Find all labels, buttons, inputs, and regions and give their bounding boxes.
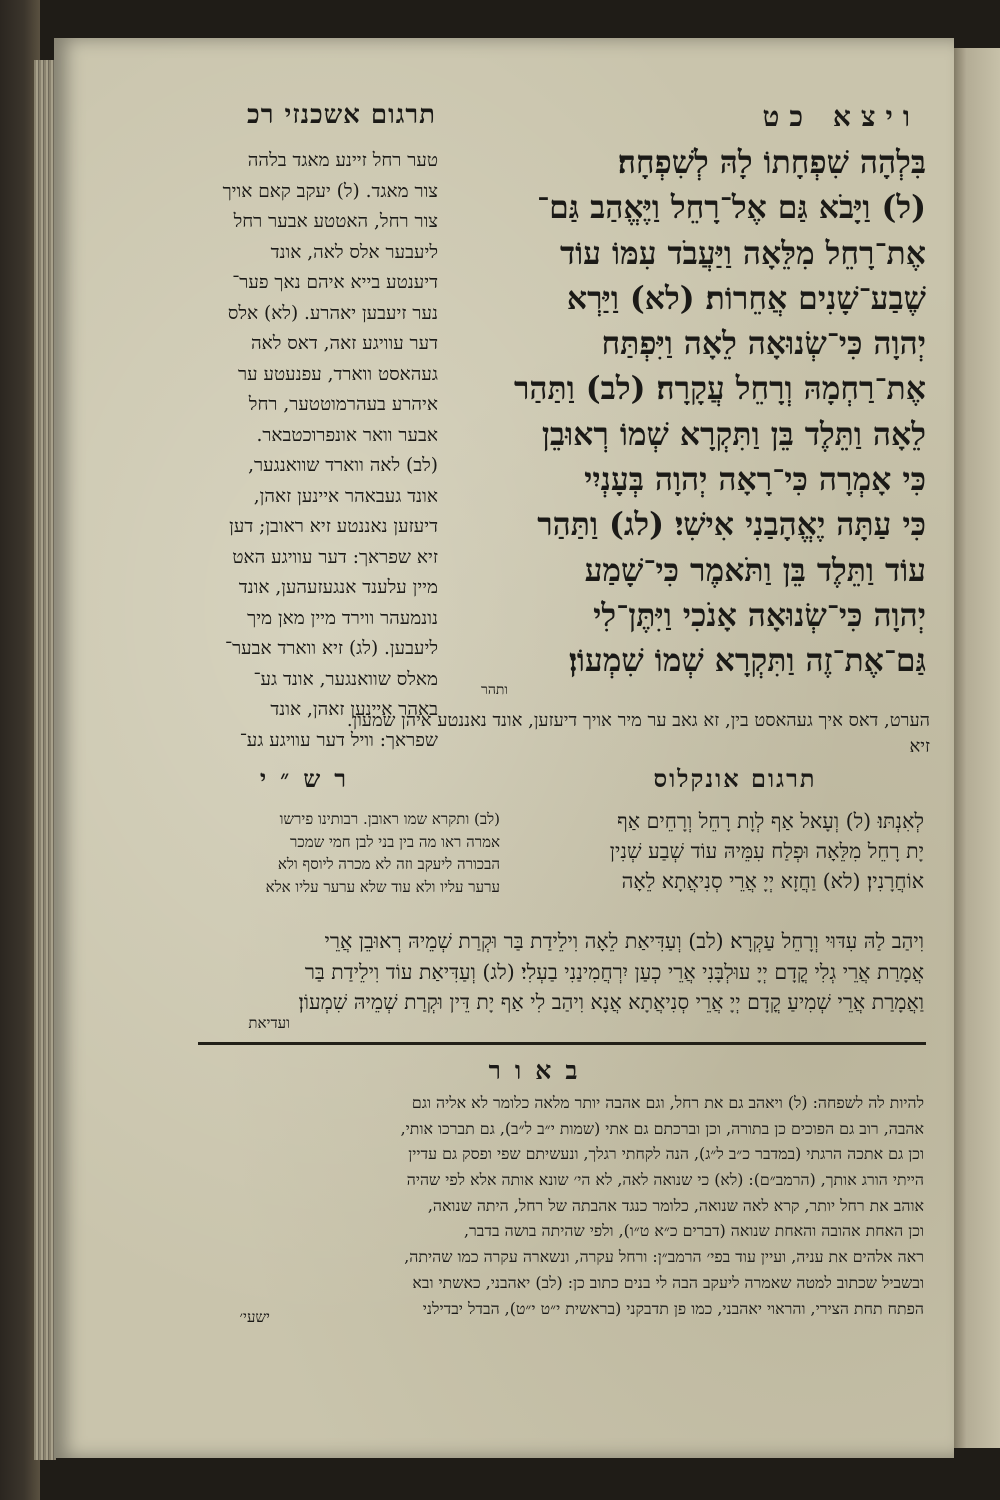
onkelos-line: אֲמָרַת אֲרֵי גְלִי קֳדָם יְיָ עוּלְבָּנִי אֲרֵי כְעַן יִרְחֲמִינַנִי בַעְלִי׃ (לג) וְעַדִּיאַת עוֹד וִילֵידַת בַּר [304, 959, 924, 984]
yiddish-line: שפראך: וויל דער עוויגע גע־ [239, 729, 438, 751]
biur-header: באור [488, 1056, 592, 1085]
onkelos-line: יָת רָחֵל מִלֵּאָה וּפְלַח עִמֵּיהּ עוֹד שְׁבַע שְׁנִין [609, 839, 924, 863]
torah-line: עוֹד וַתֵּלֶד בֵּן וַתֹּאמֶר כִּי־שָׁמַע [584, 551, 926, 589]
rashi-line: הבכורה ליעקב וזה לא מכרה ליוסף ולא [277, 855, 500, 873]
biur-line: ראה אלהים את עניה, ועיין עוד בפי׳ הרמב״ן: ורחל עקרה, ונשארה עקרה כמו שהיתה, [404, 1247, 924, 1267]
torah-line: (ל) וַיָּבֹא גַּם אֶל־רָחֵל וַיֶּאֱהַב גַּם־ [537, 189, 926, 227]
section-divider-rule [198, 1042, 926, 1045]
rashi-line: (לב) ותקרא שמו ראובן. רבותינו פירשו [279, 810, 500, 828]
yiddish-line: מאלס שוואנגער, אונד גע־ [253, 668, 438, 690]
torah-line: יְהוָה כִּי־שְׂנוּאָה לֵאָה וַיִּפְתַּח [601, 325, 926, 363]
yiddish-line: דיענטע בייא איהם נאך פער־ [232, 272, 438, 293]
yiddish-line: מיין עלענד אנגעזעהען, אונד [238, 577, 438, 598]
rashi-line: אמרה ראו מה בין בני לבן חמי שמכר [290, 832, 500, 851]
torah-line: גַּם־אֶת־זֶה וַתִּקְרָא שְׁמוֹ שִׁמְעוֹן׃ [568, 642, 926, 680]
yiddish-runover [190, 708, 930, 760]
torah-line: שֶׁבַע־שָׁנִים אֲחֵרוֹת׃ (לא) וַיַּרְא [566, 279, 926, 317]
biur-line: וכן גם אתכה הרגתי (במדבר כ״ב ל״ג), הנה לקחתי רגלך, ונעשיתם שפי ופסק גם עדיין [408, 1144, 924, 1164]
onkelos-lower-block [198, 926, 924, 1018]
onkelos-line: לְאִנְתּוּ׃ (ל) וְעָאל אַף לְוָת רָחֵל וְרָחֵים אַף [617, 809, 924, 833]
yiddish-line: אבער וואר אונפרוכטבאר. [256, 424, 438, 446]
onkelos-upper-block [508, 806, 924, 896]
torah-line: לֵאָה וַתֵּלֶד בֵּן וַתִּקְרָא שְׁמוֹ רְאוּבֵן [541, 415, 926, 453]
onkelos-header: תרגום אונקלוס [653, 764, 817, 793]
torah-catchword: ותהר [480, 682, 508, 698]
biur-line: להיות לה לשפחה: (ל) ויאהב גם את רחל, וגם אהבה יותר מלאה כלומר לא אליה וגם [411, 1093, 924, 1112]
biur-catchword: ישעי׳ [239, 1308, 270, 1326]
yiddish-line: צור מאגד. (ל) יעקב קאם אויך [222, 180, 438, 202]
yiddish-line: דער עוויגע זאה, דאס לאה [250, 333, 438, 354]
rashi-commentary [198, 808, 500, 898]
biur-line: ובשביל שכתוב למטה שאמרה ליעקב הבה לי בנים כתוב כן: (לב) יאהבני, כאשתי ובא [412, 1272, 924, 1292]
yiddish-line: נער זיעבען יאהרע. (לא) אלס [227, 302, 438, 324]
biur-line: הייתי הורג אותך, (הרמב״ם): (לא) כי שנואה לאה, לא הי׳ שונא אותה אלא לפי שהיה [406, 1170, 924, 1190]
running-title-left: תרגום אשכנזי רכ [246, 100, 436, 130]
yiddish-line: געהאסט ווארד, עפנעטע ער [238, 363, 438, 385]
onkelos-catchword: ועדיאת [248, 1014, 290, 1032]
onkelos-line: אוֹחֲרָנִין׃ (לא) וַחֲזָא יְיָ אֲרֵי סְנִיאֲתָא לֵאָה [621, 869, 924, 893]
biur-line: הפתח תחת הצירי, והראוי יאהבני, כמו פן תדבקני (בראשית י״ט י״ט), הבדל יבדילני [422, 1298, 924, 1318]
torah-line: בִּלְהָה שִׁפְחָתוֹ לָהּ לְשִׁפְחָה׃ [617, 144, 926, 181]
page-edges [34, 60, 56, 1460]
yiddish-line: (לב) לאה ווארד שוואנגער, [248, 455, 438, 476]
torah-text-column [448, 140, 926, 684]
facing-page-edge [952, 48, 1000, 1448]
yiddish-line: דיעזען נאננטע זיא ראובן; דען [229, 516, 438, 537]
yiddish-line: זיא שפראך: דער עוויגע האט [232, 546, 438, 568]
biur-line: אהבה, רוב גם הפוכים כן בתורה, וכן וברכתם גם אתי (שמות י״ב ל״ב), גם תברכו אותי, [400, 1118, 924, 1138]
yiddish-line: טער רחל זיינע מאגד בלהה [247, 150, 438, 171]
rashi-header: רש״י [259, 764, 361, 793]
yiddish-line: ליעבער אלס לאה, אונד [270, 241, 438, 263]
torah-line: יְהוָה כִּי־שְׂנוּאָה אָנֹכִי וַיִּתֶּן־לִי [593, 596, 926, 634]
yiddish-line: באהר איינען זאהן, אונד [270, 699, 438, 720]
yiddish-translation-column [190, 146, 438, 756]
biur-line: וכן האחת אהובה והאחת שנואה (דברים כ״א ט״ו), ולפי שהיתה בושה בדבר, [463, 1221, 924, 1241]
torah-line: אֶת־רָחֵל מִלֵּאָה וַיַּעֲבֹד עִמּוֹ עוֹד [559, 234, 926, 272]
biur-line: אוהב את רחל יותר, קרא לאה שנואה, כלומר כנגד אהבתה של רחל, היתה שנואה, [427, 1195, 924, 1215]
yiddish-line: נונמעהר ווירד מיין מאן מיך [247, 607, 438, 629]
torah-line: כִּי אָמְרָה כִּי־רָאָה יְהוָה בְּעָנְיִי [584, 461, 926, 499]
yiddish-line: איהרע בעהרמוטטער, רחל [248, 394, 438, 415]
yiddish-catchword: זיא [909, 736, 930, 757]
onkelos-line: וִיהַב לַהּ עִדּוּי וְרָחֵל עַקְרָא׃ (לב) וְעַדִּיאַת לֵאָה וִילֵידַת בַּר וּקְרַת שְׁמֵיהּ רְאוּבֵן אֲרֵי [324, 929, 924, 953]
yiddish-runover-line: הערט, דאס איך געהאסט בין, זא גאב ער מיר אויך דיעזען, אונד נאננטע איהן שמעון. [346, 710, 930, 731]
onkelos-line: וַאֲמָרַת אֲרֵי שְׁמִיעַ קֳדָם יְיָ אֲרֵי סְנִיאֲתָא אֲנָא וִיהַב לִי אַף יָת דֵּין וּקְרַת שְׁמֵיהּ שִׁמְעוֹן׃ [298, 990, 924, 1014]
rashi-line: ערער עליו ולא עוד שלא ערער עליו אלא [265, 877, 500, 896]
torah-line: אֶת־רַחְמָהּ וְרָחֵל עֲקָרָה׃ (לב) וַתַּהַר [513, 370, 926, 408]
yiddish-line: אונד געבאהר איינען זאהן, [253, 485, 438, 507]
running-title-right: ויצא כט [762, 100, 920, 133]
yiddish-line: צור רחל, האטטע אבער רחל [233, 211, 438, 232]
yiddish-line: ליעבען. (לג) זיא ווארד אבער־ [225, 638, 438, 659]
biur-commentary [198, 1090, 924, 1321]
torah-line: כִּי עַתָּה יֶאֱהָבַנִי אִישִׁי׃ (לג) וַתַּהַר [537, 506, 926, 544]
